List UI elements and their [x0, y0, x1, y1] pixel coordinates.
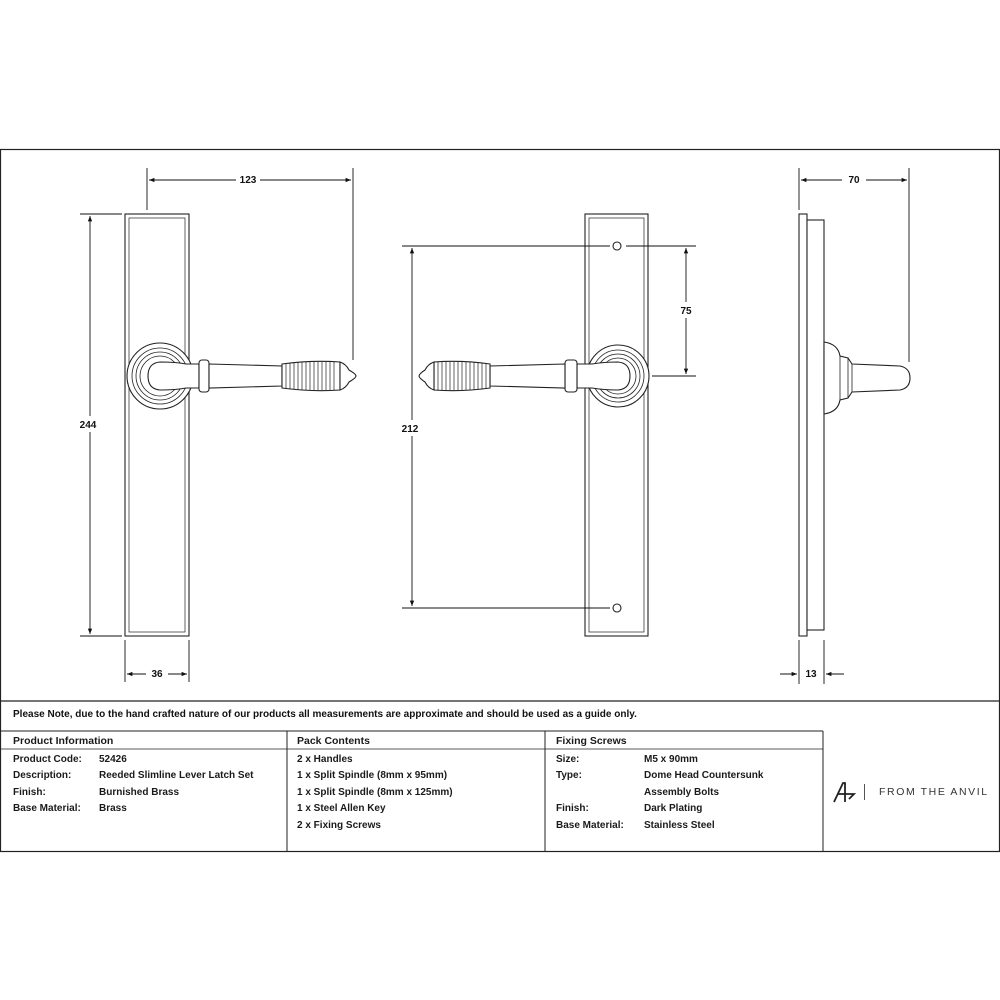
back-dimensions [402, 246, 696, 608]
screw-type-value-continued: Assembly Bolts [644, 786, 720, 798]
screw-base-material-row [556, 818, 818, 835]
pack-contents-heading: Pack Contents [297, 735, 370, 747]
finish-label: Finish: [13, 786, 46, 798]
base-material-value: Brass [99, 803, 127, 814]
back-screw-hole-bottom [613, 604, 621, 612]
back-lever-endcap [419, 362, 434, 390]
side-backplate-inner [807, 220, 824, 630]
screw-finish-row [556, 801, 818, 818]
finish-row [13, 785, 283, 802]
fixing-screws-heading: Fixing Screws [556, 735, 627, 747]
front-lever-neck [148, 362, 199, 390]
measurement-note: Please Note, due to the hand crafted nature of our products all measurements are approximate and should be used as a guide only. [13, 709, 637, 720]
back-lever-collar [565, 360, 577, 392]
base-material-row [13, 801, 283, 818]
screw-type-value: Dome Head Countersunk [644, 770, 764, 781]
side-view [799, 214, 910, 636]
brand-divider [864, 784, 865, 800]
screw-size-value: M5 x 90mm [644, 753, 698, 765]
finish-value: Burnished Brass [99, 786, 180, 798]
front-reeded-grip [282, 361, 340, 390]
front-lever-collar [199, 360, 209, 392]
pack-contents-section [297, 733, 542, 834]
pack-item: 1 x Split Spindle (8mm x 125mm) [297, 786, 453, 798]
dim-label-123: 123 [239, 175, 257, 186]
front-lever-shaft [209, 364, 282, 388]
screw-finish-value: Dark Plating [644, 803, 703, 814]
back-view [419, 214, 649, 636]
pack-item: 1 x Split Spindle (8mm x 95mm) [297, 770, 448, 781]
screw-type-continued-row [556, 785, 818, 802]
pack-item: 2 x Handles [297, 753, 353, 765]
screw-type-label: Type: [556, 770, 582, 781]
back-lever-neck [577, 362, 630, 390]
front-view [125, 214, 356, 636]
description-label: Description: [13, 770, 72, 781]
product-information-heading: Product Information [13, 735, 114, 747]
product-code-row [13, 752, 283, 769]
front-lever-endcap [340, 362, 356, 390]
back-backplate [585, 214, 648, 636]
side-backplate-outer [799, 214, 807, 636]
screw-finish-label: Finish: [556, 803, 589, 814]
brand-name: FROM THE ANVIL [879, 786, 989, 798]
fixing-screws-section [556, 733, 818, 834]
front-dimensions [80, 168, 353, 682]
dim-label-244: 244 [79, 420, 97, 431]
dim-label-212: 212 [401, 424, 419, 435]
screw-size-label: Size: [556, 753, 580, 765]
front-backplate [125, 214, 189, 636]
pack-item: 2 x Fixing Screws [297, 819, 381, 831]
brand-logo [832, 780, 989, 804]
product-code-value: 52426 [99, 753, 127, 765]
screw-type-row [556, 768, 818, 785]
dim-label-13: 13 [805, 669, 817, 680]
dim-label-70: 70 [848, 175, 860, 186]
side-lever-profile [824, 342, 910, 414]
anvil-a-logo-icon [832, 781, 856, 803]
pack-item: 1 x Steel Allen Key [297, 803, 386, 814]
screw-size-row [556, 752, 818, 769]
base-material-label: Base Material: [13, 803, 81, 814]
back-screw-hole-top [613, 242, 621, 250]
description-row [13, 768, 283, 785]
description-value: Reeded Slimline Lever Latch Set [99, 770, 254, 781]
back-lever-shaft [490, 364, 565, 388]
product-code-label: Product Code: [13, 753, 82, 765]
product-information-section [13, 733, 283, 818]
dim-label-75: 75 [680, 306, 692, 317]
screw-base-material-label: Base Material: [556, 819, 624, 831]
screw-base-material-value: Stainless Steel [644, 819, 715, 831]
dim-label-36: 36 [151, 669, 163, 680]
